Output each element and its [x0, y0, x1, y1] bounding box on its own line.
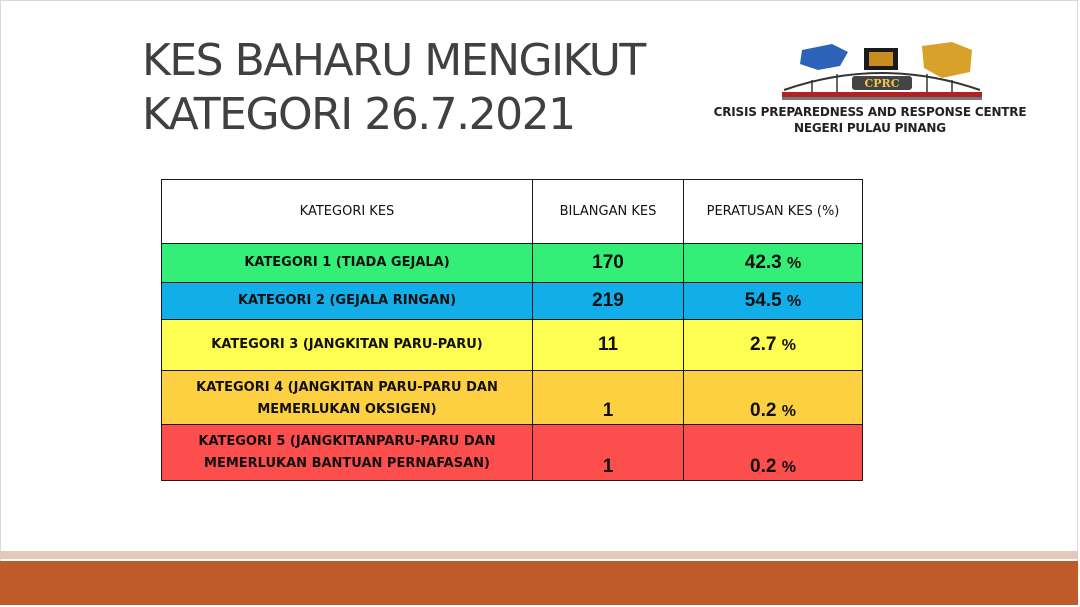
category-cell: [162, 244, 533, 283]
percent-value: 54.5: [744, 290, 782, 311]
organization-name: [700, 104, 1040, 136]
table-row: [162, 320, 863, 371]
percent-unit: %: [787, 255, 802, 272]
percent-value: 42.3: [744, 252, 782, 273]
table-row: [162, 283, 863, 320]
footer-bar-dark: [0, 561, 1078, 605]
count-cell: 1: [533, 425, 684, 481]
percent-cell: [684, 320, 863, 371]
case-category-table: [161, 179, 863, 481]
category-label-line-1: KATEGORI 5 (JANGKITANPARU-PARU DAN: [198, 434, 496, 449]
table-row: [162, 371, 863, 425]
cprc-logo: [782, 38, 982, 100]
category-label-line-2: MEMERLUKAN BANTUAN PERNAFASAN): [204, 456, 490, 471]
percent-cell: [684, 425, 863, 481]
org-line-2: NEGERI PULAU PINANG: [794, 121, 946, 135]
count-cell: 170: [533, 244, 684, 283]
category-cell: [162, 371, 533, 425]
header-category: KATEGORI KES: [162, 180, 533, 244]
count-cell: 1: [533, 371, 684, 425]
percent-cell: [684, 283, 863, 320]
category-cell: [162, 320, 533, 371]
category-label: KATEGORI 2 (GEJALA RINGAN): [237, 293, 457, 308]
table-row: [162, 425, 863, 481]
header-count: BILANGAN KES: [533, 180, 684, 244]
category-label: KATEGORI 3 (JANGKITAN PARU-PARU): [211, 337, 483, 352]
category-label-line-1: KATEGORI 4 (JANGKITAN PARU-PARU DAN: [196, 380, 498, 395]
percent-unit: %: [781, 337, 796, 354]
percent-unit: %: [781, 403, 796, 420]
percent-value: 0.2: [750, 400, 777, 421]
title-line-2: KATEGORI 26.7.2021: [142, 89, 575, 140]
count-cell: 11: [533, 320, 684, 371]
count-cell: 219: [533, 283, 684, 320]
slide-title: [142, 34, 645, 142]
category-cell: [162, 283, 533, 320]
header-percent: PERATUSAN KES (%): [684, 180, 863, 244]
category-cell: [162, 425, 533, 481]
logo-text: CPRC: [864, 77, 900, 90]
percent-value: 2.7: [750, 334, 777, 355]
table-header-row: [162, 180, 863, 244]
percent-cell: [684, 244, 863, 283]
footer-bar-light: [0, 551, 1078, 559]
table-row: [162, 244, 863, 283]
category-label: KATEGORI 1 (TIADA GEJALA): [244, 255, 450, 270]
category-label-line-2: MEMERLUKAN OKSIGEN): [257, 402, 437, 417]
title-line-1: KES BAHARU MENGIKUT: [142, 35, 645, 86]
org-line-1: CRISIS PREPAREDNESS AND RESPONSE CENTRE: [713, 105, 1027, 119]
percent-unit: %: [787, 293, 802, 310]
percent-cell: [684, 371, 863, 425]
percent-value: 0.2: [750, 456, 777, 477]
percent-unit: %: [781, 459, 796, 476]
